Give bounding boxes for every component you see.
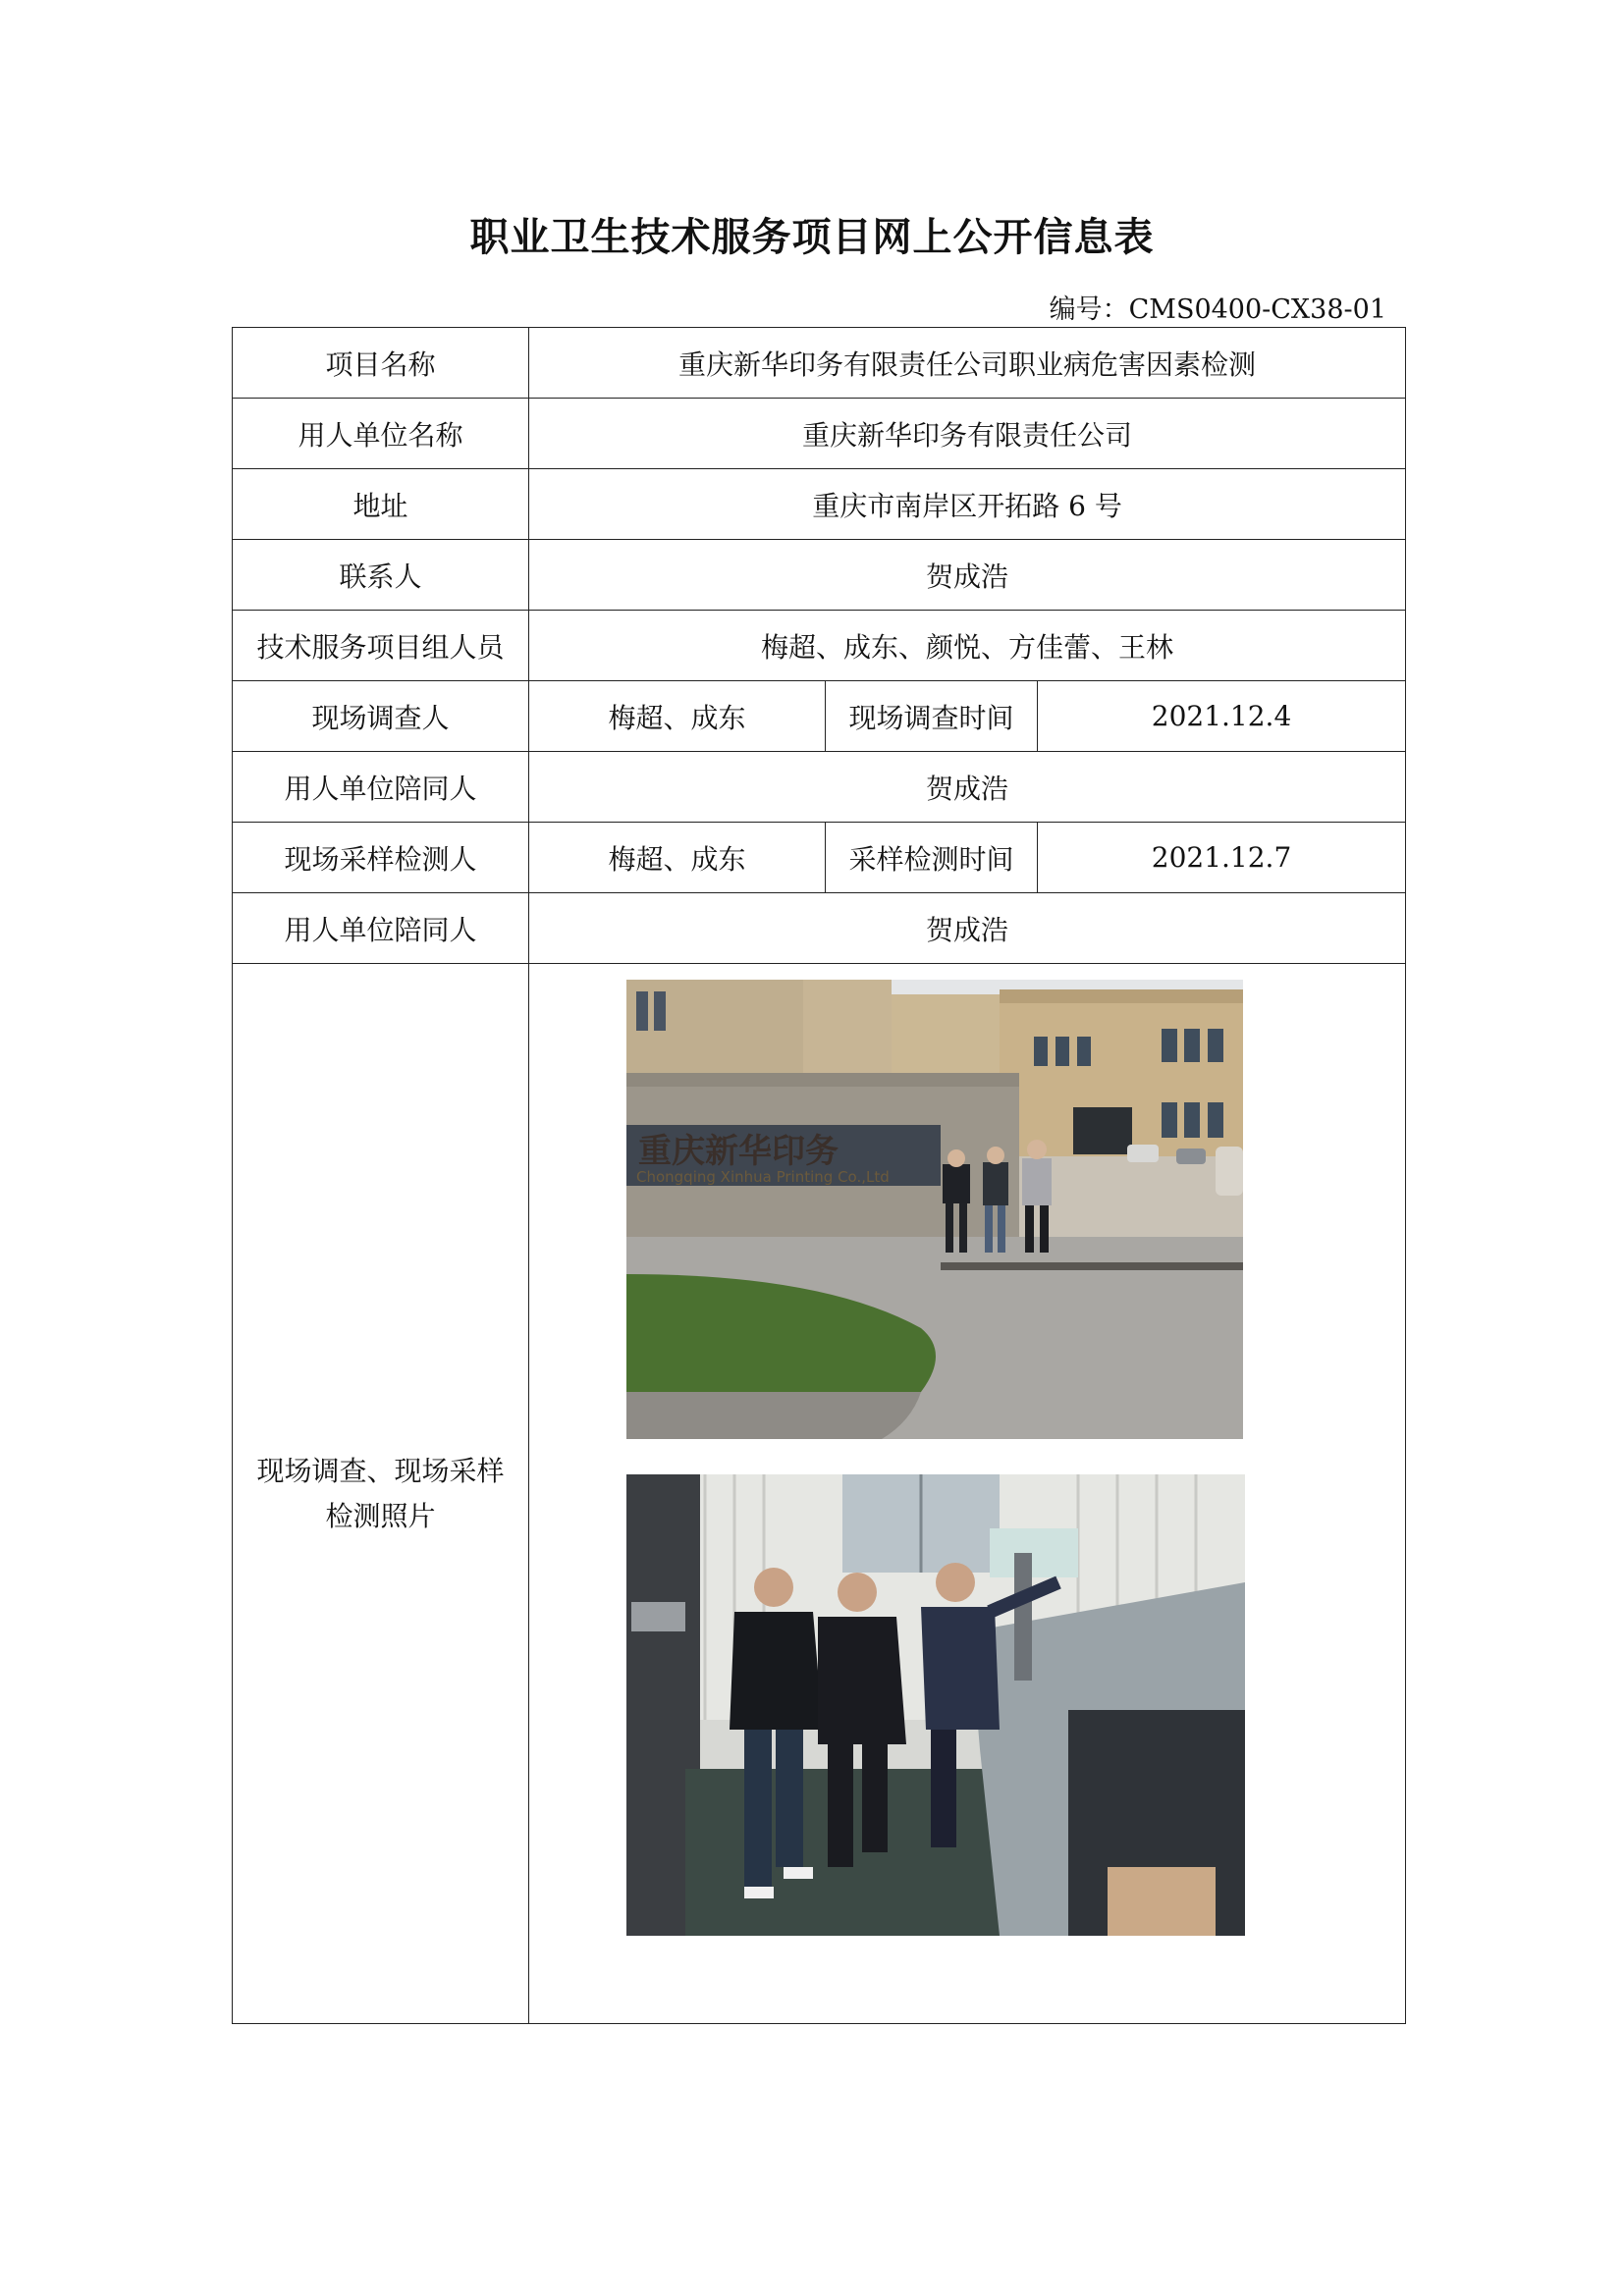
table-row xyxy=(233,540,1406,611)
survey-time-value: 2021.12.4 xyxy=(1038,681,1406,752)
project-name-value: 重庆新华印务有限责任公司职业病危害因素检测 xyxy=(529,328,1406,399)
entrance-photo xyxy=(626,980,1243,1439)
table-row xyxy=(233,399,1406,469)
photos-label xyxy=(233,964,529,2024)
survey-person-label: 现场调查人 xyxy=(233,681,529,752)
info-table xyxy=(232,327,1406,2024)
project-name-label: 项目名称 xyxy=(233,328,529,399)
sampling-person-value: 梅超、成东 xyxy=(529,823,826,893)
address-value: 重庆市南岸区开拓路 6 号 xyxy=(529,469,1406,540)
sampling-escort-label: 用人单位陪同人 xyxy=(233,893,529,964)
table-row xyxy=(233,469,1406,540)
employer-name-value: 重庆新华印务有限责任公司 xyxy=(529,399,1406,469)
table-row xyxy=(233,964,1406,2024)
table-row xyxy=(233,611,1406,681)
employer-name-label: 用人单位名称 xyxy=(233,399,529,469)
company-sign-en: Chongqing Xinhua Printing Co.,Ltd xyxy=(636,1168,890,1186)
sampling-time-label: 采样检测时间 xyxy=(826,823,1038,893)
table-row xyxy=(233,681,1406,752)
team-label: 技术服务项目组人员 xyxy=(233,611,529,681)
contact-value: 贺成浩 xyxy=(529,540,1406,611)
document-number: 编号：CMS0400-CX38-01 xyxy=(1049,294,1386,325)
sampling-escort-value: 贺成浩 xyxy=(529,893,1406,964)
survey-person-value: 梅超、成东 xyxy=(529,681,826,752)
survey-time-label: 现场调查时间 xyxy=(826,681,1038,752)
survey-escort-value: 贺成浩 xyxy=(529,752,1406,823)
address-label: 地址 xyxy=(233,469,529,540)
table-row xyxy=(233,752,1406,823)
page-title: 职业卫生技术服务项目网上公开信息表 xyxy=(469,215,1155,260)
sampling-person-label: 现场采样检测人 xyxy=(233,823,529,893)
company-sign-text: 重庆新华印务 xyxy=(638,1132,839,1171)
team-value: 梅超、成东、颜悦、方佳蕾、王林 xyxy=(529,611,1406,681)
table-row xyxy=(233,328,1406,399)
sampling-time-value: 2021.12.7 xyxy=(1038,823,1406,893)
photos-label-line2: 检测照片 xyxy=(325,1499,436,1532)
table-row xyxy=(233,823,1406,893)
photos-cell xyxy=(529,964,1406,2024)
survey-escort-label: 用人单位陪同人 xyxy=(233,752,529,823)
contact-label: 联系人 xyxy=(233,540,529,611)
table-row xyxy=(233,893,1406,964)
photos-label-line1: 现场调查、现场采样 xyxy=(256,1454,505,1487)
sampling-photo xyxy=(626,1474,1245,1936)
